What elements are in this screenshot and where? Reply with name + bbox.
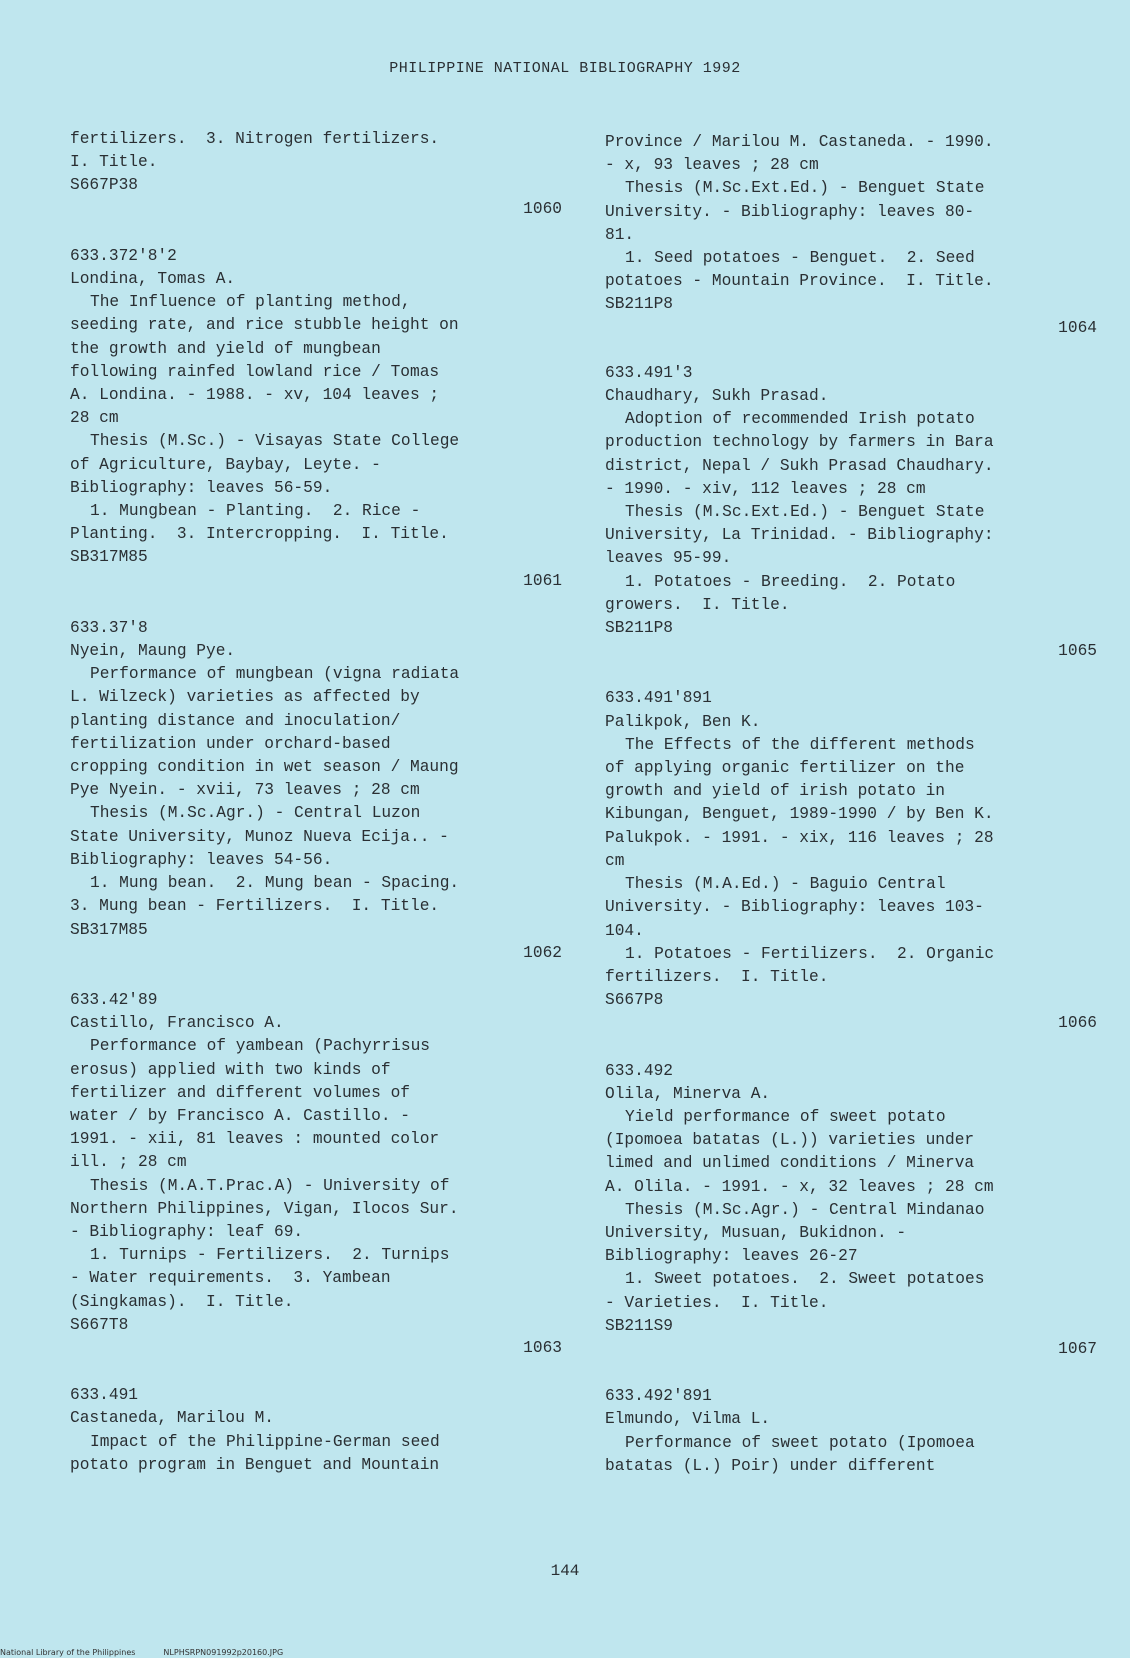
library-name: National Library of the Philippines — [0, 1648, 136, 1657]
class-number: 633.372'8'2 — [70, 246, 177, 265]
title-line: cropping condition in wet season / Maung — [70, 758, 459, 777]
title-line: Province / Marilou M. Castaneda. - 1990. — [605, 133, 994, 151]
entry-1062 — [70, 989, 562, 1337]
note-line: Thesis (M.Sc.Agr.) - Central Luzon — [90, 804, 421, 823]
subject-line: potatoes - Mountain Province. I. Title. — [605, 272, 994, 291]
entry-1063 — [70, 1384, 562, 1477]
note-line: Thesis (M.Sc.Ext.Ed.) - Benguet State — [625, 179, 985, 198]
call-number: SB211S9 — [605, 1316, 673, 1335]
entry-number: 1061 — [523, 571, 562, 590]
subject-line: 1. Potatoes - Breeding. 2. Potato — [625, 572, 956, 591]
author: Olila, Minerva A. — [605, 1084, 771, 1103]
subject-line: 1. Sweet potatoes. 2. Sweet potatoes — [625, 1270, 985, 1289]
title-line: potato program in Benguet and Mountain — [70, 1455, 440, 1474]
subject-line: 1. Mung bean. 2. Mung bean - Spacing. — [90, 874, 460, 893]
entry-1067 — [605, 1385, 1097, 1478]
entry-number: 1064 — [1058, 318, 1097, 337]
subject-line: 3. Mung bean - Fertilizers. I. Title. — [70, 897, 440, 916]
title-line: fertilization under orchard-based — [70, 734, 391, 753]
subject-line: 1. Mungbean - Planting. 2. Rice - — [90, 502, 421, 521]
subject-line: - Varieties. I. Title. — [605, 1293, 829, 1312]
title-line: limed and unlimed conditions / Minerva — [605, 1154, 975, 1173]
call-number: S667P38 — [70, 176, 138, 195]
subject-line: fertilizers. I. Title. — [605, 967, 829, 986]
entry-number: 1065 — [1058, 642, 1097, 661]
note-line: Thesis (M.A.Ed.) - Baguio Central — [625, 875, 946, 894]
title-line: Yield performance of sweet potato — [625, 1107, 946, 1126]
note-line: Northern Philippines, Vigan, Ilocos Sur. — [70, 1199, 459, 1218]
note-line: 81. — [605, 225, 635, 244]
note-line: Thesis (M.A.T.Prac.A) - University of — [90, 1176, 450, 1195]
subject-line: (Singkamas). I. Title. — [70, 1292, 294, 1311]
right-column — [605, 131, 1097, 1478]
title-line: Performance of sweet potato (Ipomoea — [625, 1433, 975, 1452]
entry-1064 — [605, 362, 1097, 640]
title-line: Performance of yambean (Pachyrrisus — [90, 1037, 430, 1056]
title-line: Palukpok. - 1991. - xix, 116 leaves ; 28 — [605, 828, 994, 847]
author: Castaneda, Marilou M. — [70, 1409, 274, 1428]
title-line: The Effects of the different methods — [625, 735, 975, 754]
title-line: erosus) applied with two kinds of — [70, 1060, 391, 1079]
title-line: of applying organic fertilizer on the — [605, 759, 965, 778]
note-line: Bibliography: leaves 54-56. — [70, 850, 333, 869]
subject-line: 1. Seed potatoes - Benguet. 2. Seed — [625, 249, 975, 268]
subject-line: 1. Potatoes - Fertilizers. 2. Organic — [625, 944, 995, 963]
note-line: University. - Bibliography: leaves 80- — [605, 202, 975, 221]
entry-number: 1067 — [1058, 1339, 1097, 1358]
entry-number: 1066 — [1058, 1014, 1097, 1033]
class-number: 633.491'3 — [605, 363, 693, 382]
title-line: Kibungan, Benguet, 1989-1990 / by Ben K. — [605, 805, 994, 824]
entry-1065 — [605, 687, 1097, 1012]
subject-line: growers. I. Title. — [605, 595, 790, 614]
title-line: (Ipomoea batatas (L.)) varieties under — [605, 1131, 975, 1150]
author: Nyein, Maung Pye. — [70, 642, 236, 661]
author: Chaudhary, Sukh Prasad. — [605, 387, 829, 406]
class-number: 633.492 — [605, 1061, 673, 1080]
title-line: L. Wilzeck) varieties as affected by — [70, 688, 420, 707]
title-line: batatas (L.) Poir) under different — [605, 1456, 936, 1475]
page-header: PHILIPPINE NATIONAL BIBLIOGRAPHY 1992 — [389, 60, 741, 77]
call-number: S667T8 — [70, 1315, 129, 1334]
title-line: - x, 93 leaves ; 28 cm — [605, 156, 819, 175]
note-line: - Bibliography: leaf 69. — [70, 1222, 304, 1241]
note-line: 104. — [605, 921, 644, 940]
title-line: growth and yield of irish potato in — [605, 782, 945, 801]
author: Castillo, Francisco A. — [70, 1014, 284, 1033]
author: Elmundo, Vilma L. — [605, 1410, 771, 1429]
class-number: 633.491 — [70, 1386, 138, 1405]
note-line: Thesis (M.Sc.Ext.Ed.) - Benguet State — [625, 503, 985, 522]
file-name: NLPHSRPN091992p20160.JPG — [163, 1648, 284, 1657]
page-number: 144 — [550, 1562, 580, 1580]
entry-number: 1062 — [523, 943, 562, 962]
note-line: Bibliography: leaves 26-27 — [605, 1247, 858, 1266]
title-line: following rainfed lowland rice / Tomas — [70, 362, 440, 381]
call-number: SB317M85 — [70, 548, 148, 567]
note-line: Thesis (M.Sc.Agr.) - Central Mindanao — [625, 1200, 985, 1219]
note-line: State University, Munoz Nueva Ecija.. - — [70, 827, 449, 846]
title-line: A. Londina. - 1988. - xv, 104 leaves ; — [70, 386, 440, 405]
left-column — [70, 128, 562, 1477]
class-number: 633.491'891 — [605, 689, 712, 708]
note-line: Bibliography: leaves 56-59. — [70, 478, 333, 497]
continued-entry-1063 — [605, 131, 1097, 317]
class-number: 633.492'891 — [605, 1387, 712, 1406]
title-line: 28 cm — [70, 409, 119, 428]
call-number: SB211P8 — [605, 295, 673, 314]
title-line: Impact of the Philippine-German seed — [90, 1432, 440, 1451]
title-line: planting distance and inoculation/ — [70, 711, 401, 730]
note-line: University. - Bibliography: leaves 103- — [605, 898, 984, 917]
call-number: S667P8 — [605, 991, 664, 1010]
text-line: I. Title. — [70, 153, 158, 172]
class-number: 633.42'89 — [70, 990, 158, 1009]
title-line: district, Nepal / Sukh Prasad Chaudhary. — [605, 456, 994, 475]
continued-entry-tail — [70, 128, 562, 198]
title-line: seeding rate, and rice stubble height on — [70, 316, 459, 335]
title-line: production technology by farmers in Bara — [605, 433, 994, 452]
call-number: SB317M85 — [70, 920, 148, 939]
title-line: - 1990. - xiv, 112 leaves ; 28 cm — [605, 479, 926, 498]
text-line: fertilizers. 3. Nitrogen fertilizers. — [70, 130, 440, 148]
subject-line: Planting. 3. Intercropping. I. Title. — [70, 525, 449, 544]
call-number: SB211P8 — [605, 619, 673, 638]
note-line: of Agriculture, Baybay, Leyte. - — [70, 455, 381, 474]
title-line: cm — [605, 851, 625, 870]
entry-1061 — [70, 617, 562, 942]
author: Londina, Tomas A. — [70, 270, 236, 289]
note-line: leaves 95-99. — [605, 549, 732, 568]
title-line: A. Olila. - 1991. - x, 32 leaves ; 28 cm — [605, 1177, 994, 1196]
entry-1066 — [605, 1060, 1097, 1338]
title-line: Pye Nyein. - xvii, 73 leaves ; 28 cm — [70, 781, 420, 800]
author: Palikpok, Ben K. — [605, 712, 761, 731]
note-line: University, Musuan, Bukidnon. - — [605, 1223, 907, 1242]
title-line: 1991. - xii, 81 leaves : mounted color — [70, 1130, 440, 1149]
title-line: The Influence of planting method, — [90, 293, 411, 312]
title-line: water / by Francisco A. Castillo. - — [70, 1106, 410, 1125]
entry-1060 — [70, 245, 562, 570]
entry-number: 1063 — [523, 1338, 562, 1357]
note-line: University, La Trinidad. - Bibliography: — [605, 526, 994, 545]
subject-line: - Water requirements. 3. Yambean — [70, 1269, 391, 1288]
note-line: Thesis (M.Sc.) - Visayas State College — [90, 432, 460, 451]
title-line: the growth and yield of mungbean — [70, 339, 381, 358]
class-number: 633.37'8 — [70, 618, 148, 637]
title-line: Performance of mungbean (vigna radiata — [90, 665, 460, 684]
title-line: Adoption of recommended Irish potato — [625, 410, 975, 429]
title-line: ill. ; 28 cm — [70, 1153, 187, 1172]
entry-number: 1060 — [523, 199, 562, 218]
title-line: fertilizer and different volumes of — [70, 1083, 410, 1102]
subject-line: 1. Turnips - Fertilizers. 2. Turnips — [90, 1246, 450, 1265]
footer — [0, 1648, 311, 1657]
